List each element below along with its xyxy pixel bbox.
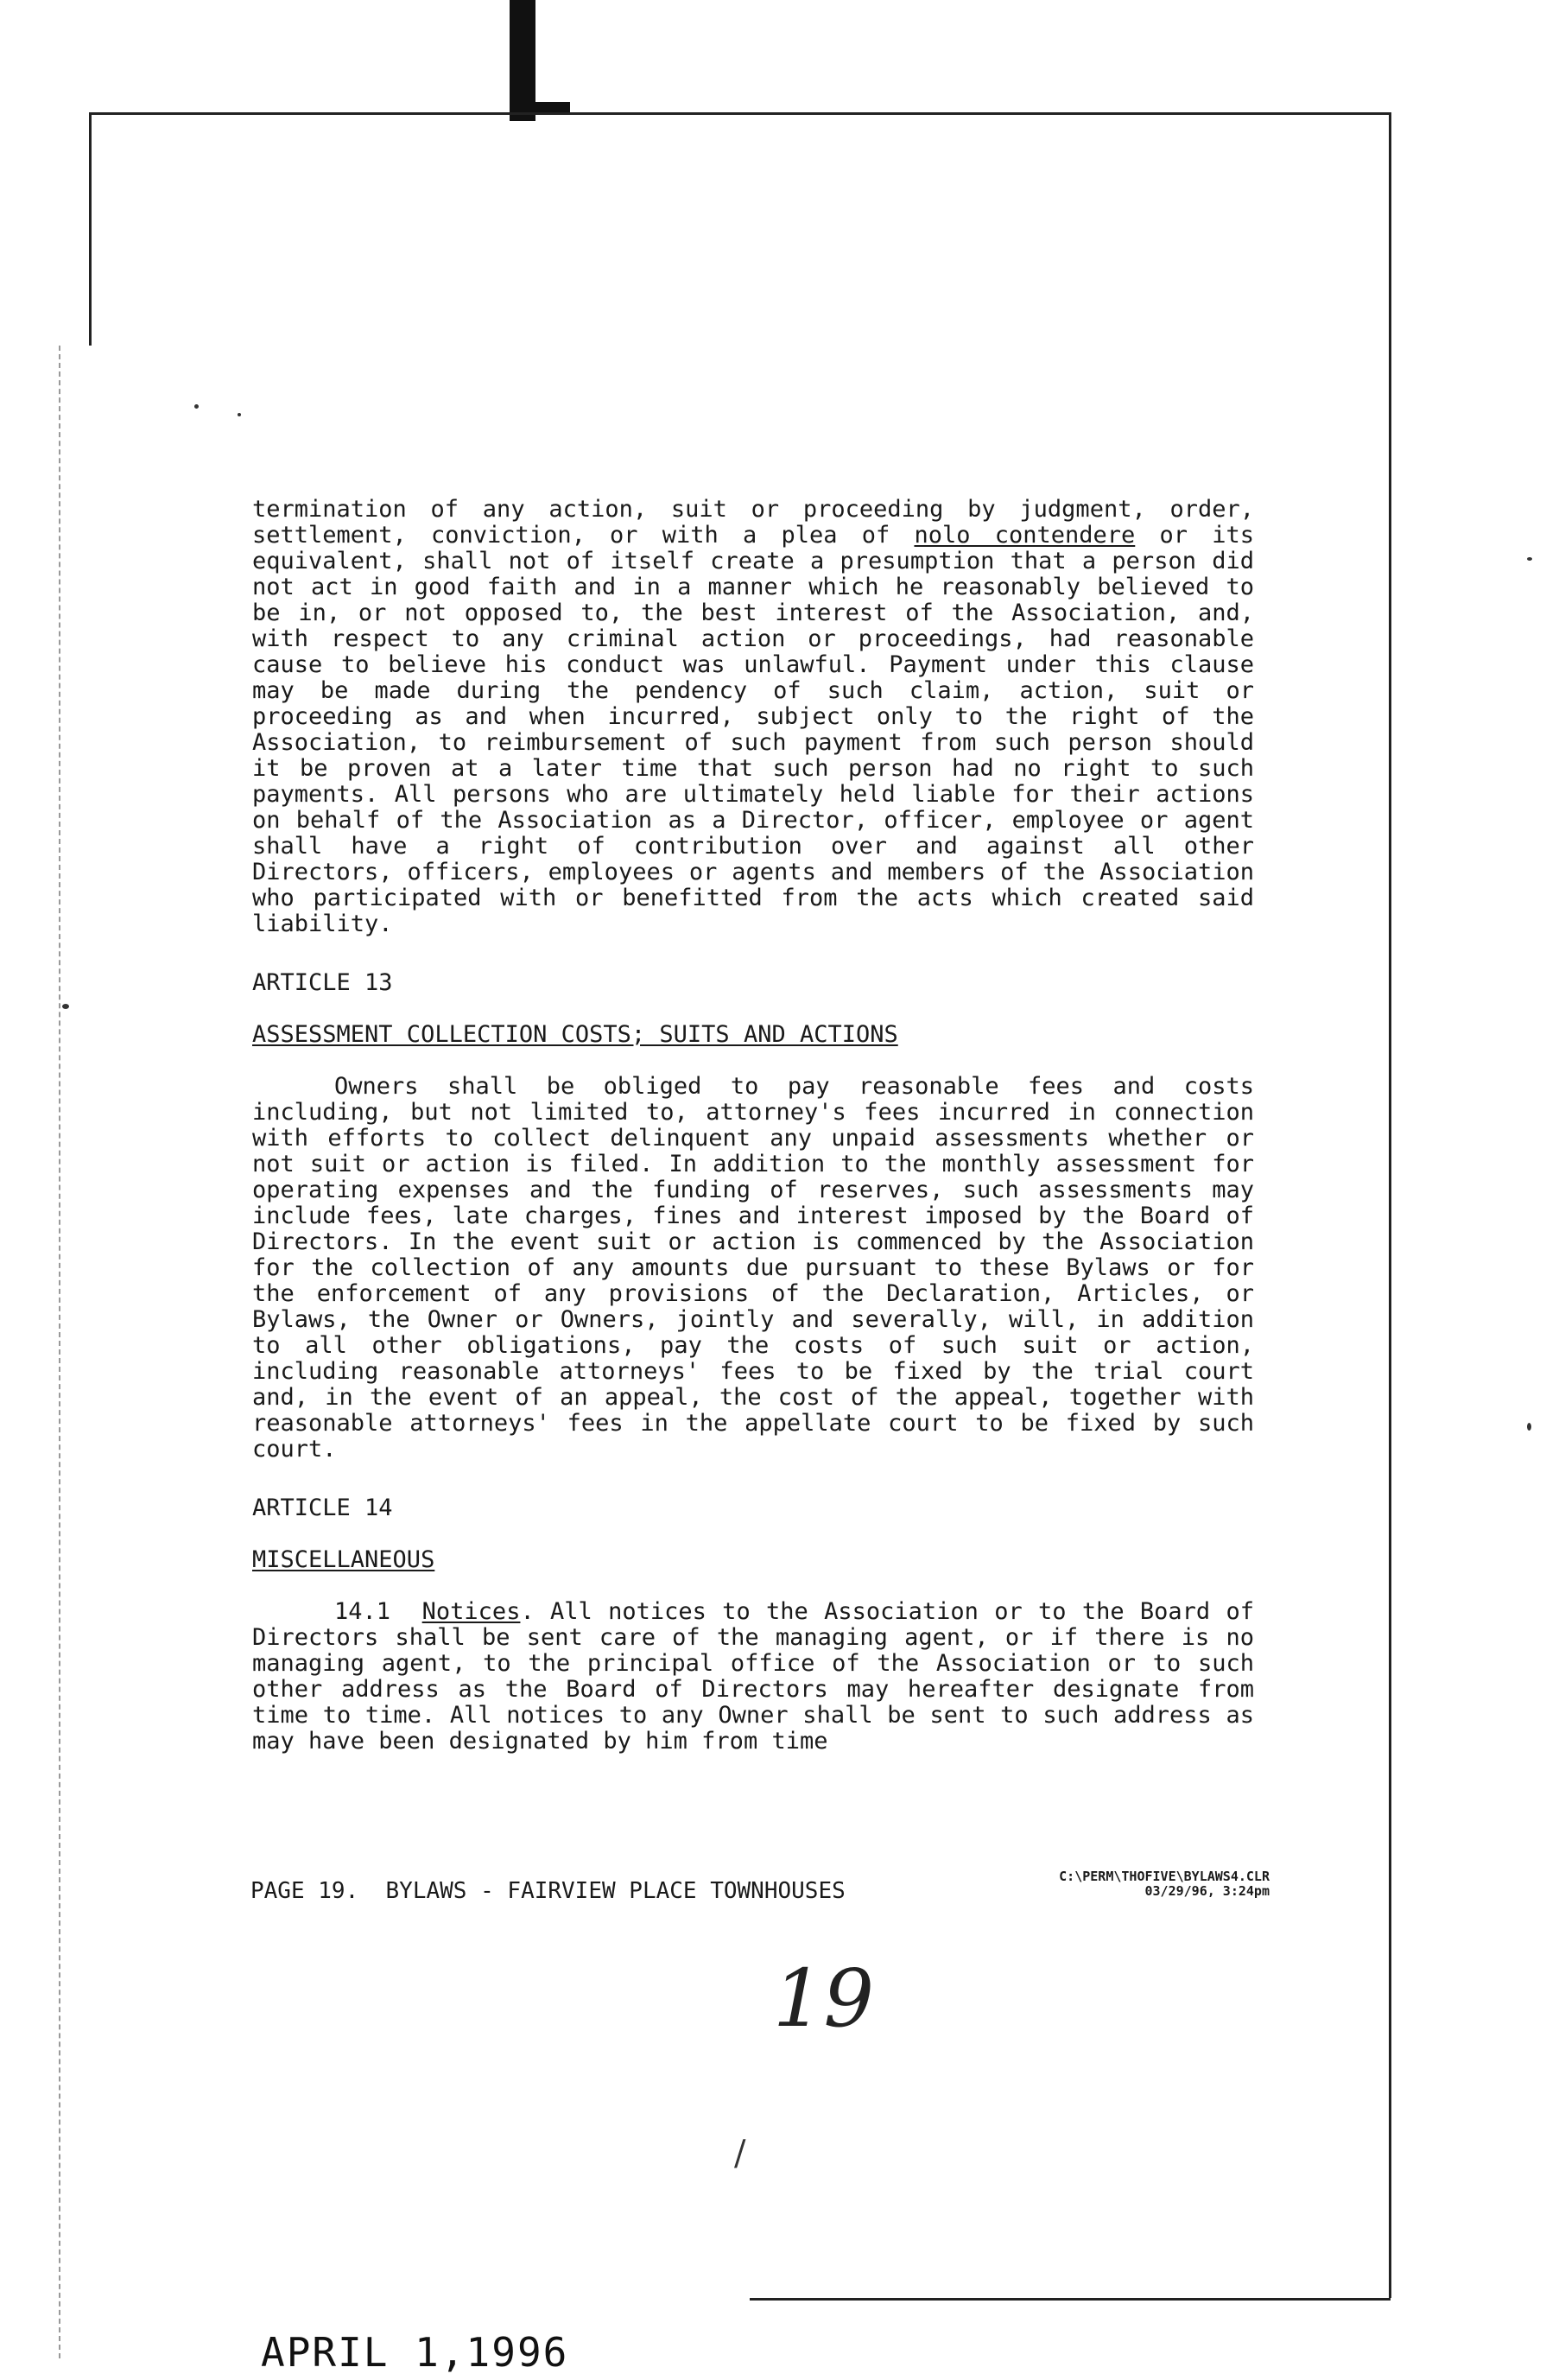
page-frame-bottom	[750, 2298, 1391, 2301]
page-frame-left	[89, 112, 92, 346]
scan-edge-line	[59, 346, 60, 2358]
handwritten-page-number: 19	[773, 1952, 875, 2045]
scan-speck	[1527, 557, 1532, 561]
scan-speck	[238, 413, 241, 416]
article-13-title	[252, 1022, 1254, 1048]
article-13-heading: ARTICLE 13	[252, 969, 393, 996]
article-13-body: Owners shall be obliged to pay reasonable fees and costs including, but not limited to, attorney's fees incurred in connection with efforts to collect delinquent any unpaid assessments whether or not suit or action is filed. In addition to the monthly assessment for operating expenses and the funding of reserves, such assessments may include fees, late charges, fines and interest imposed by the Board of Directors. In the event suit or action is commenced by the Association for the collection of any amounts due pursuant to these Bylaws or for the enforcement of any provisions of the Declaration, Articles, or Bylaws, the Owner or Owners, jointly and severally, will, in addition to all other obligations, pay the costs of such suit or action, including reasonable attorneys' fees to be fixed by the trial court and, in the event of an appeal, the cost of the appeal, together with reasonable attorneys' fees in the appellate court to be fixed by such court.	[252, 1073, 1254, 1463]
scan-speck	[1527, 1423, 1531, 1431]
section-number: 14.1	[334, 1598, 391, 1625]
footer-file-date: 03/29/96, 3:24pm	[1144, 1883, 1270, 1899]
pen-stroke: /	[734, 2134, 746, 2174]
article-13-title-text: ASSESSMENT COLLECTION COSTS; SUITS AND ACTIONS	[252, 1021, 898, 1048]
date-stamp: APRIL 1,1996	[261, 2329, 569, 2376]
scan-speck	[62, 1004, 69, 1009]
article-14-title	[252, 1547, 1254, 1573]
latin-phrase: nolo contendere	[914, 522, 1136, 549]
article-14-title-text: MISCELLANEOUS	[252, 1546, 435, 1573]
footer-file-path: C:\PERM\THOFIVE\BYLAWS4.CLR	[1059, 1869, 1270, 1884]
page-frame-top	[91, 112, 1391, 115]
article-14-heading: ARTICLE 14	[252, 1495, 393, 1521]
continuation-paragraph: termination of any action, suit or proceeding by judgment, order, settlement, conviction, or with a plea of nolo contendere or its equivalent, shall not of itself create a presumption that a person did not act in good faith and in a manner which he reasonably believed to be in, or not opposed to, the best interest of the Association, and, with respect to any criminal action or proceedings, had reasonable cause to believe his conduct was unlawful. Payment under this clause may be made during the pendency of such claim, action, suit or proceeding as and when incurred, subject only to the right of the Association, to reimbursement of such payment from such person should it be proven at a later time that such person had no right to such payments. All persons who are ultimately held liable for their actions on behalf of the Association as a Director, officer, employee or agent shall have a right of contribution over and against all other Directors, officers, employees or agents and members of the Association who participated with or benefitted from the acts which created said liability.	[252, 496, 1254, 937]
document-body	[252, 497, 1254, 1755]
page-frame-right	[1389, 112, 1391, 2298]
section-14-1	[252, 1599, 1254, 1755]
section-body: . All notices to the Association or to the Board of Directors shall be sent care of the managing agent, or if there is no managing agent, to the principal office of the Association or to such other address as the Board of Directors may hereafter designate from time to time. All notices to any Owner shall be sent to such address as may have been designated by him from time	[252, 1598, 1254, 1755]
section-title: Notices	[421, 1598, 521, 1625]
scan-speck	[194, 404, 199, 409]
footer-file-info	[1059, 1869, 1270, 1899]
page-footer	[250, 1869, 1270, 1913]
footer-page-label: PAGE 19. BYLAWS - FAIRVIEW PLACE TOWNHOUSES	[250, 1878, 846, 1904]
